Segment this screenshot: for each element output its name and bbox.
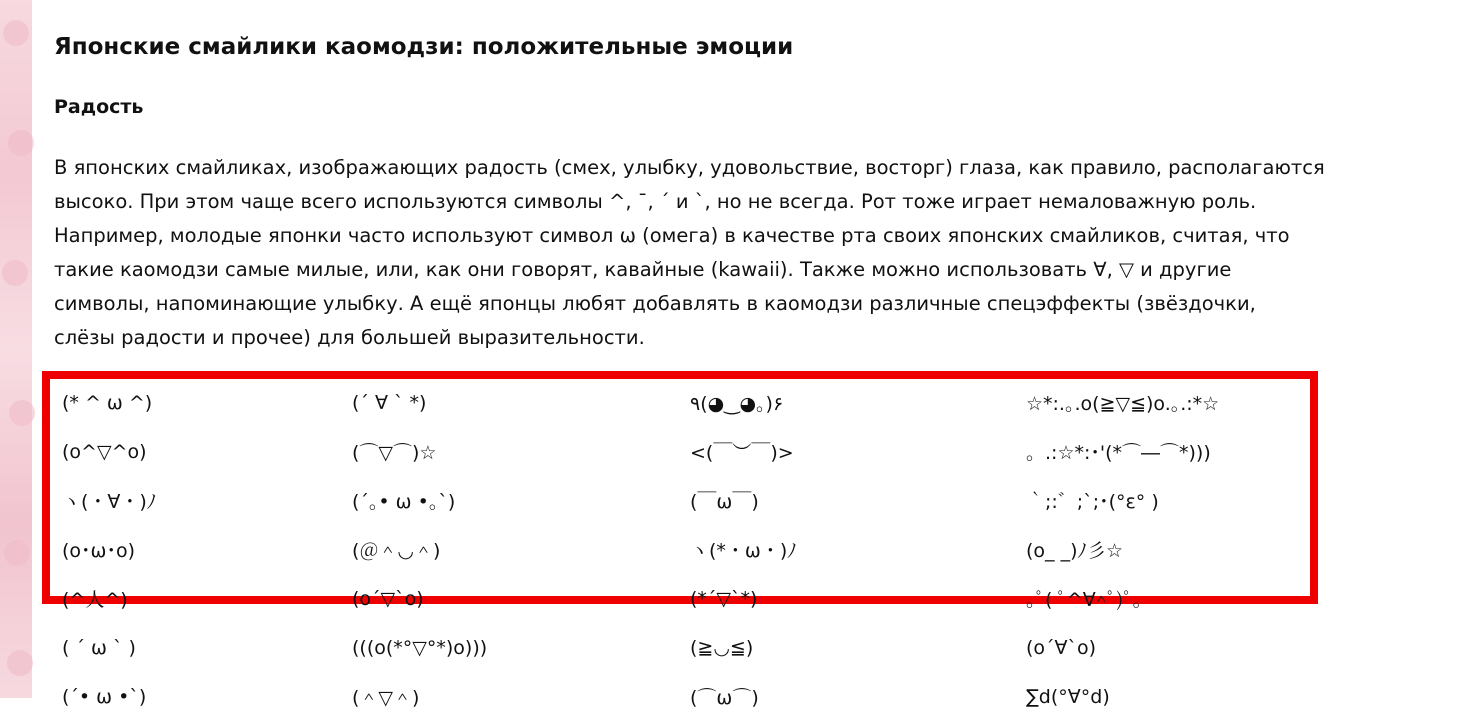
petal-decoration [3, 20, 29, 46]
kaomoji-cell[interactable]: (´ ∀ ` *) [352, 391, 427, 414]
kaomoji-cell[interactable]: (o･ω･o) [62, 540, 135, 562]
kaomoji-cell[interactable]: (´｡• ω •｡`) [352, 491, 456, 513]
kaomoji-row [62, 525, 1286, 574]
page-title: Японские смайлики каомодзи: положительные эмоции [54, 34, 794, 60]
intro-line: такие каомодзи самые милые, или, как они говорят, кавайные (kawaii). Также можно использовать ∀, ▽ и другие [54, 258, 1232, 281]
kaomoji-cell[interactable]: (o´∀`o) [1026, 636, 1097, 659]
kaomoji-cell[interactable]: ヽ(・∀・)ﾉ [62, 491, 157, 513]
kaomoji-row [62, 574, 1286, 623]
petal-decoration [2, 260, 28, 286]
kaomoji-row [62, 378, 1286, 427]
petal-decoration [4, 540, 30, 566]
kaomoji-cell[interactable]: (o´▽`o) [352, 587, 424, 610]
kaomoji-cell[interactable]: (^人^) [62, 589, 128, 611]
kaomoji-cell[interactable]: ｡ﾟ( ﾟ^∀^ﾟ)ﾟ｡ [1026, 589, 1143, 611]
kaomoji-cell[interactable]: ヽ(*・ω・)ﾉ [690, 540, 797, 562]
intro-line: слёзы радости и прочее) для большей выразительности. [54, 326, 645, 349]
petal-decoration [7, 650, 33, 676]
kaomoji-cell[interactable]: (* ^ ω ^) [62, 391, 153, 414]
kaomoji-row [62, 427, 1286, 476]
intro-line: символы, напоминающие улыбку. А ещё японцы любят добавлять в каомодзи различные спецэффекты (звёздочки, [54, 292, 1256, 315]
kaomoji-cell[interactable]: <(￣︶￣)> [690, 442, 794, 464]
kaomoji-cell[interactable]: ☆*:.｡.o(≧▽≦)o.｡.:*☆ [1026, 393, 1220, 415]
kaomoji-cell[interactable]: ٩(◕‿◕｡)۶ [690, 393, 784, 415]
kaomoji-cell[interactable]: (＾▽＾) [352, 687, 420, 709]
kaomoji-table [62, 378, 1286, 721]
kaomoji-cell[interactable]: (o^▽^o) [62, 440, 147, 463]
kaomoji-cell[interactable]: ∑d(°∀°d) [1026, 685, 1110, 708]
kaomoji-cell[interactable]: (⌒▽⌒)☆ [352, 442, 437, 464]
intro-line: высоко. При этом чаще всего используются символы ^, ¯, ´ и `, но не всегда. Рот тоже играет немаловажную роль. [54, 190, 1257, 213]
intro-paragraph [54, 151, 1467, 355]
kaomoji-cell[interactable]: (≧◡≦) [690, 636, 754, 659]
petal-decoration [8, 130, 34, 156]
kaomoji-cell[interactable]: (´• ω •`) [62, 685, 147, 708]
kaomoji-cell[interactable]: (⌒ω⌒) [690, 687, 759, 709]
kaomoji-cell[interactable]: (((o(*°▽°*)o))) [352, 636, 488, 659]
page-background-strip [0, 0, 32, 698]
section-heading: Радость [54, 96, 144, 118]
kaomoji-row [62, 672, 1286, 721]
kaomoji-row [62, 623, 1286, 672]
kaomoji-cell[interactable]: 。.:☆*:･'(*⌒―⌒*))) [1026, 442, 1211, 464]
intro-line: В японских смайликах, изображающих радость (смех, улыбку, удовольствие, восторг) глаза, как правило, располагаются [54, 156, 1325, 179]
kaomoji-cell[interactable]: ( ´ ω ` ) [62, 636, 136, 659]
intro-line: Например, молодые японки часто используют символ ω (омега) в качестве рта своих японских смайликов, считая, что [54, 224, 1290, 247]
kaomoji-row [62, 476, 1286, 525]
kaomoji-cell[interactable]: (￣ω￣) [690, 491, 759, 513]
kaomoji-cell[interactable]: ｀;:゛;`;･(°ε° ) [1026, 491, 1159, 513]
kaomoji-cell[interactable]: (＠＾◡＾) [352, 540, 441, 562]
kaomoji-cell[interactable]: (o_ _)ﾉ彡☆ [1026, 540, 1124, 562]
kaomoji-cell[interactable]: (*´▽`*) [690, 587, 758, 610]
